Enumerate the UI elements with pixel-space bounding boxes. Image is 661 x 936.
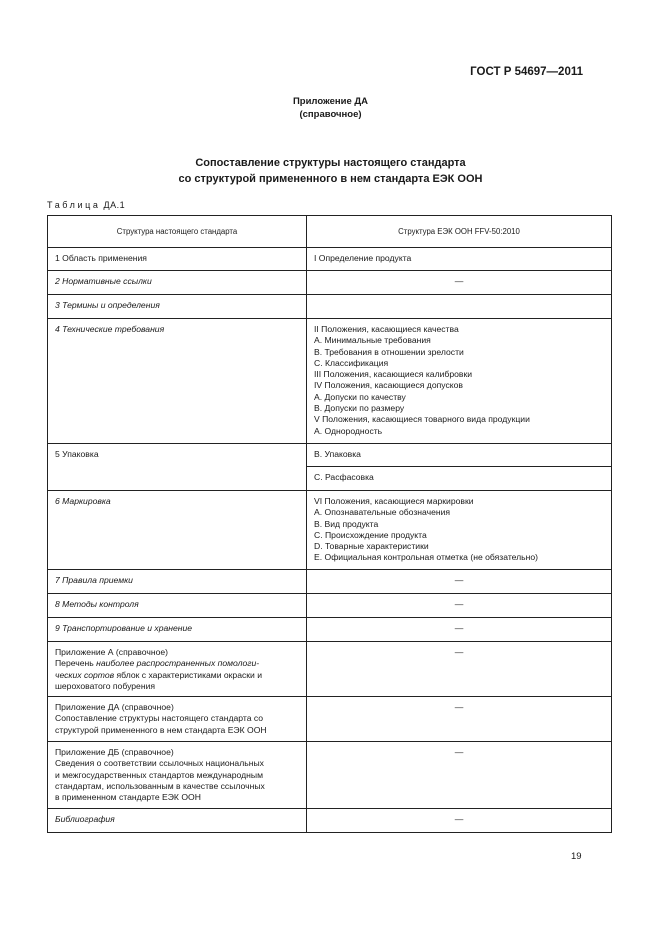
list-item: VI Положения, касающиеся маркировки bbox=[314, 496, 474, 506]
row-left-cell bbox=[48, 295, 307, 319]
table-row bbox=[48, 271, 612, 295]
list-item: III Положения, касающиеся калибровки bbox=[314, 369, 473, 380]
standard-number: ГОСТ Р 54697—2011 bbox=[470, 66, 583, 78]
empty-dash: — bbox=[454, 747, 464, 757]
table-caption-id: ДА.1 bbox=[103, 200, 126, 210]
row-left-cell bbox=[48, 570, 307, 594]
section-7: 7 Правила приемки bbox=[55, 575, 133, 585]
list-item: B. Требования в отношении зрелости bbox=[314, 346, 464, 357]
empty-dash: — bbox=[454, 702, 464, 712]
appendix-heading bbox=[0, 95, 661, 121]
list-item: A. Минимальные требования bbox=[314, 335, 431, 346]
list-item: B. Допуски по размеру bbox=[314, 403, 405, 414]
row-right-cell bbox=[307, 248, 612, 271]
appendix-a-text: ческих сортов яблок с характеристиками окраски и bbox=[55, 669, 263, 680]
row-left-cell bbox=[48, 809, 307, 833]
unece-packaging: B. Упаковка bbox=[314, 449, 361, 459]
row-right-cell bbox=[307, 742, 612, 809]
row-left-cell bbox=[48, 618, 307, 642]
row-right-cell bbox=[307, 697, 612, 742]
appendix-a-label: Приложение А (справочное) bbox=[55, 647, 168, 657]
list-item: E. Официальная контрольная отметка (не обязательно) bbox=[314, 552, 539, 563]
appendix-da-text: структурой примененного в нем стандарта ЕЭК ООН bbox=[55, 724, 267, 735]
list-item: II Положения, касающиеся качества bbox=[314, 324, 459, 334]
row-left-cell bbox=[48, 594, 307, 618]
appendix-kind: (справочное) bbox=[299, 109, 362, 120]
row-right-cell bbox=[307, 594, 612, 618]
list-item: C. Классификация bbox=[314, 357, 389, 368]
table-row bbox=[48, 295, 612, 319]
table-row bbox=[48, 248, 612, 271]
appendix-a-text: Перечень наиболее распространенных помологи- bbox=[55, 658, 260, 669]
row-left-cell bbox=[48, 697, 307, 742]
row-right-cell bbox=[307, 570, 612, 594]
table-row bbox=[48, 809, 612, 833]
row-right-cell bbox=[307, 642, 612, 697]
row-right-cell bbox=[307, 319, 612, 444]
empty-dash: — bbox=[454, 623, 464, 633]
title-line-2: со структурой примененного в нем стандарта ЕЭК ООН bbox=[178, 172, 483, 185]
appendix-db-text: Сведения о соответствии ссылочных национальных bbox=[55, 758, 264, 769]
list-item: A. Допуски по качеству bbox=[314, 391, 406, 402]
appendix-da-text: Сопоставление структуры настоящего стандарта со bbox=[55, 713, 264, 724]
section-8: 8 Методы контроля bbox=[55, 599, 139, 609]
list-item: C. Происхождение продукта bbox=[314, 529, 427, 540]
row-left-cell bbox=[48, 642, 307, 697]
empty-dash: — bbox=[454, 575, 464, 585]
list-item: A. Однородность bbox=[314, 425, 383, 436]
row-right-cell bbox=[307, 467, 612, 491]
appendix-da-label: Приложение ДА (справочное) bbox=[55, 702, 174, 712]
row-left-cell bbox=[48, 248, 307, 271]
section-1: 1 Область применения bbox=[55, 253, 147, 263]
page-number: 19 bbox=[571, 851, 582, 862]
list-item: D. Товарные характеристики bbox=[314, 541, 429, 552]
row-left-cell bbox=[48, 444, 307, 491]
document-title bbox=[0, 156, 661, 187]
row-left-cell bbox=[48, 271, 307, 295]
table-row bbox=[48, 491, 612, 570]
row-right-cell bbox=[307, 295, 612, 319]
unece-section-I: I Определение продукта bbox=[314, 253, 412, 263]
table-row bbox=[48, 642, 612, 697]
empty-dash: — bbox=[454, 599, 464, 609]
table-row bbox=[48, 570, 612, 594]
section-2: 2 Нормативные ссылки bbox=[55, 276, 152, 286]
bibliography: Библиография bbox=[55, 814, 115, 824]
empty-dash: — bbox=[454, 276, 464, 286]
header-right-column: Структура ЕЭК ООН FFV-50:2010 bbox=[307, 216, 612, 248]
row-right-cell bbox=[307, 809, 612, 833]
row-left-cell bbox=[48, 742, 307, 809]
appendix-db-text: и межгосударственных стандартов международным bbox=[55, 769, 263, 780]
list-item: A. Опознавательные обозначения bbox=[314, 507, 451, 518]
list-item: V Положения, касающиеся товарного вида продукции bbox=[314, 414, 530, 425]
section-6: 6 Маркировка bbox=[55, 496, 111, 506]
header-left-column: Структура настоящего стандарта bbox=[48, 216, 307, 248]
empty-dash: — bbox=[454, 647, 464, 657]
row-right-cell bbox=[307, 444, 612, 467]
row-left-cell bbox=[48, 491, 307, 570]
row-right-cell bbox=[307, 491, 612, 570]
row-right-cell bbox=[307, 618, 612, 642]
appendix-a-text: шероховатого побурения bbox=[55, 680, 156, 691]
list-item: IV Положения, касающиеся допусков bbox=[314, 380, 463, 391]
appendix-label: Приложение ДА bbox=[292, 96, 369, 107]
appendix-db-label: Приложение ДБ (справочное) bbox=[55, 747, 174, 757]
section-9: 9 Транспортирование и хранение bbox=[55, 623, 193, 633]
table-caption bbox=[47, 200, 125, 210]
table-row bbox=[48, 742, 612, 809]
empty-dash: — bbox=[454, 814, 464, 824]
table-row bbox=[48, 444, 612, 467]
unece-presentation: C. Расфасовка bbox=[314, 472, 374, 482]
row-left-cell bbox=[48, 319, 307, 444]
structure-comparison-table bbox=[47, 215, 612, 833]
table-row bbox=[48, 697, 612, 742]
appendix-db-text: в примененном стандарте ЕЭК ООН bbox=[55, 792, 201, 803]
list-item: B. Вид продукта bbox=[314, 518, 379, 529]
table-header-row bbox=[48, 216, 612, 248]
appendix-db-text: стандартам, использованным в качестве ссылочных bbox=[55, 780, 265, 791]
title-line-1: Сопоставление структуры настоящего стандарта bbox=[195, 157, 466, 169]
table-caption-word: Таблица bbox=[47, 200, 101, 210]
section-5: 5 Упаковка bbox=[55, 449, 99, 459]
section-3: 3 Термины и определения bbox=[55, 300, 160, 310]
row-right-cell bbox=[307, 271, 612, 295]
section-4: 4 Технические требования bbox=[55, 324, 165, 334]
table-row bbox=[48, 594, 612, 618]
table-row bbox=[48, 319, 612, 444]
table-row bbox=[48, 618, 612, 642]
